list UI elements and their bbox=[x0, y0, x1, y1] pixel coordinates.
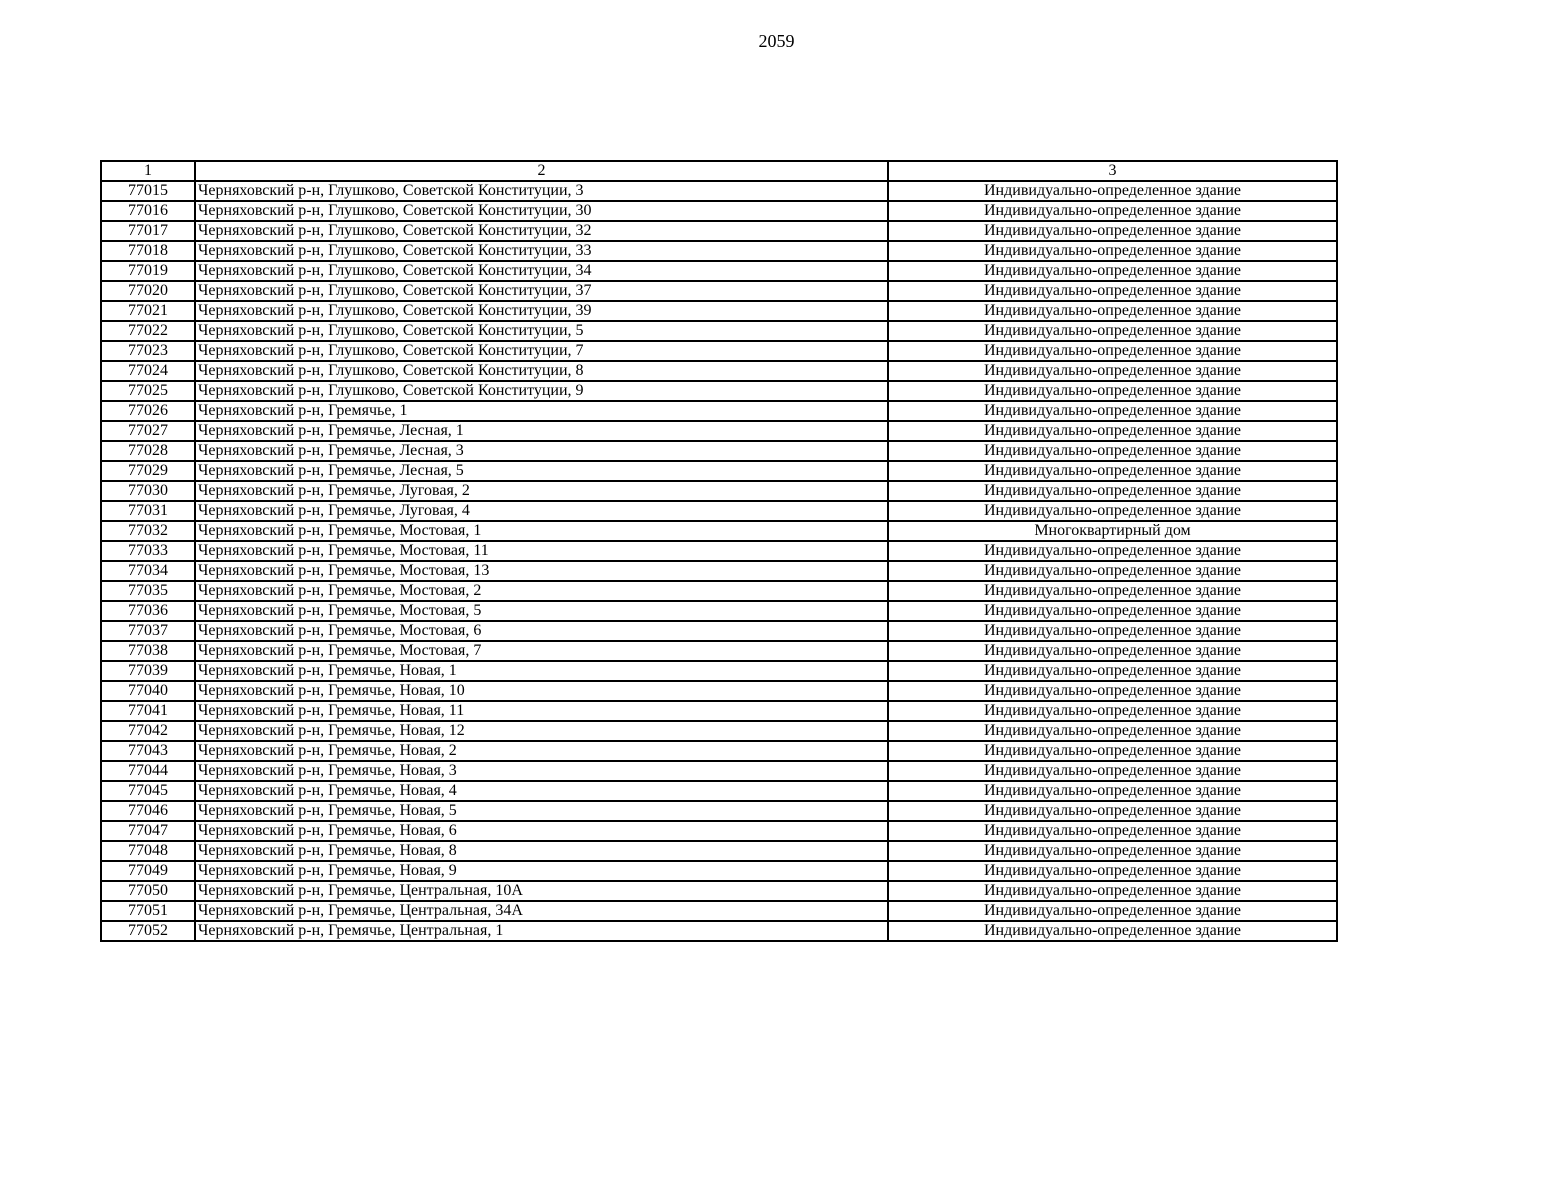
row-id-cell: 77035 bbox=[101, 581, 195, 601]
row-address-cell: Черняховский р-н, Гремячье, Мостовая, 13 bbox=[195, 561, 888, 581]
row-id-cell: 77026 bbox=[101, 401, 195, 421]
row-address-cell: Черняховский р-н, Гремячье, Лесная, 1 bbox=[195, 421, 888, 441]
row-type-cell: Индивидуально-определенное здание bbox=[888, 841, 1337, 861]
row-type-cell: Индивидуально-определенное здание bbox=[888, 781, 1337, 801]
row-address-cell: Черняховский р-н, Глушково, Советской Конституции, 30 bbox=[195, 201, 888, 221]
table-header-row bbox=[101, 161, 1337, 181]
table-row bbox=[101, 761, 1337, 781]
row-address-cell: Черняховский р-н, Гремячье, Центральная, 1 bbox=[195, 921, 888, 941]
row-address-cell: Черняховский р-н, Гремячье, Центральная, 34А bbox=[195, 901, 888, 921]
table-row bbox=[101, 361, 1337, 381]
row-id-cell: 77045 bbox=[101, 781, 195, 801]
table-row bbox=[101, 901, 1337, 921]
row-type-cell: Индивидуально-определенное здание bbox=[888, 681, 1337, 701]
row-address-cell: Черняховский р-н, Гремячье, Лесная, 3 bbox=[195, 441, 888, 461]
row-type-cell: Индивидуально-определенное здание bbox=[888, 321, 1337, 341]
row-id-cell: 77052 bbox=[101, 921, 195, 941]
table-row bbox=[101, 241, 1337, 261]
row-type-cell: Индивидуально-определенное здание bbox=[888, 761, 1337, 781]
row-id-cell: 77042 bbox=[101, 721, 195, 741]
row-address-cell: Черняховский р-н, Гремячье, Новая, 2 bbox=[195, 741, 888, 761]
row-address-cell: Черняховский р-н, Гремячье, Новая, 8 bbox=[195, 841, 888, 861]
registry-table bbox=[100, 160, 1338, 942]
row-address-cell: Черняховский р-н, Глушково, Советской Конституции, 32 bbox=[195, 221, 888, 241]
table-row bbox=[101, 701, 1337, 721]
table-row bbox=[101, 221, 1337, 241]
row-type-cell: Индивидуально-определенное здание bbox=[888, 701, 1337, 721]
row-address-cell: Черняховский р-н, Глушково, Советской Конституции, 8 bbox=[195, 361, 888, 381]
row-id-cell: 77046 bbox=[101, 801, 195, 821]
table-row bbox=[101, 721, 1337, 741]
table-row bbox=[101, 681, 1337, 701]
page-number: 2059 bbox=[758, 31, 795, 51]
table-row bbox=[101, 341, 1337, 361]
row-address-cell: Черняховский р-н, Гремячье, Луговая, 2 bbox=[195, 481, 888, 501]
row-id-cell: 77049 bbox=[101, 861, 195, 881]
row-id-cell: 77044 bbox=[101, 761, 195, 781]
row-type-cell: Индивидуально-определенное здание bbox=[888, 541, 1337, 561]
row-id-cell: 77027 bbox=[101, 421, 195, 441]
row-type-cell: Индивидуально-определенное здание bbox=[888, 621, 1337, 641]
row-address-cell: Черняховский р-н, Гремячье, Новая, 6 bbox=[195, 821, 888, 841]
row-type-cell: Многоквартирный дом bbox=[888, 521, 1337, 541]
table-row bbox=[101, 561, 1337, 581]
row-id-cell: 77047 bbox=[101, 821, 195, 841]
row-type-cell: Индивидуально-определенное здание bbox=[888, 341, 1337, 361]
registry-table-body bbox=[101, 161, 1337, 941]
row-id-cell: 77041 bbox=[101, 701, 195, 721]
row-id-cell: 77023 bbox=[101, 341, 195, 361]
row-type-cell: Индивидуально-определенное здание bbox=[888, 501, 1337, 521]
row-id-cell: 77021 bbox=[101, 301, 195, 321]
table-row bbox=[101, 661, 1337, 681]
row-id-cell: 77030 bbox=[101, 481, 195, 501]
row-id-cell: 77048 bbox=[101, 841, 195, 861]
row-type-cell: Индивидуально-определенное здание bbox=[888, 741, 1337, 761]
row-address-cell: Черняховский р-н, Глушково, Советской Конституции, 39 bbox=[195, 301, 888, 321]
row-address-cell: Черняховский р-н, Глушково, Советской Конституции, 33 bbox=[195, 241, 888, 261]
row-address-cell: Черняховский р-н, Гремячье, Новая, 5 bbox=[195, 801, 888, 821]
table-row bbox=[101, 281, 1337, 301]
table-row bbox=[101, 181, 1337, 201]
row-id-cell: 77034 bbox=[101, 561, 195, 581]
row-type-cell: Индивидуально-определенное здание bbox=[888, 601, 1337, 621]
table-row bbox=[101, 441, 1337, 461]
row-address-cell: Черняховский р-н, Гремячье, Лесная, 5 bbox=[195, 461, 888, 481]
row-address-cell: Черняховский р-н, Гремячье, Новая, 3 bbox=[195, 761, 888, 781]
table-row bbox=[101, 921, 1337, 941]
table-row bbox=[101, 821, 1337, 841]
row-address-cell: Черняховский р-н, Гремячье, Луговая, 4 bbox=[195, 501, 888, 521]
table-row bbox=[101, 401, 1337, 421]
table-row bbox=[101, 641, 1337, 661]
table-row bbox=[101, 621, 1337, 641]
row-id-cell: 77022 bbox=[101, 321, 195, 341]
row-type-cell: Индивидуально-определенное здание bbox=[888, 921, 1337, 941]
row-address-cell: Черняховский р-н, Гремячье, Новая, 1 bbox=[195, 661, 888, 681]
row-address-cell: Черняховский р-н, Гремячье, Мостовая, 11 bbox=[195, 541, 888, 561]
row-address-cell: Черняховский р-н, Глушково, Советской Конституции, 7 bbox=[195, 341, 888, 361]
row-type-cell: Индивидуально-определенное здание bbox=[888, 481, 1337, 501]
table-row bbox=[101, 861, 1337, 881]
header-cell-3: 3 bbox=[888, 161, 1337, 181]
row-type-cell: Индивидуально-определенное здание bbox=[888, 301, 1337, 321]
row-id-cell: 77024 bbox=[101, 361, 195, 381]
row-id-cell: 77016 bbox=[101, 201, 195, 221]
row-id-cell: 77015 bbox=[101, 181, 195, 201]
table-row bbox=[101, 461, 1337, 481]
row-type-cell: Индивидуально-определенное здание bbox=[888, 381, 1337, 401]
table-row bbox=[101, 301, 1337, 321]
row-address-cell: Черняховский р-н, Глушково, Советской Конституции, 37 bbox=[195, 281, 888, 301]
row-address-cell: Черняховский р-н, Глушково, Советской Конституции, 3 bbox=[195, 181, 888, 201]
row-address-cell: Черняховский р-н, Гремячье, Новая, 9 bbox=[195, 861, 888, 881]
row-type-cell: Индивидуально-определенное здание bbox=[888, 901, 1337, 921]
table-row bbox=[101, 741, 1337, 761]
table-row bbox=[101, 781, 1337, 801]
table-row bbox=[101, 841, 1337, 861]
header-cell-2: 2 bbox=[195, 161, 888, 181]
header-cell-1: 1 bbox=[101, 161, 195, 181]
row-type-cell: Индивидуально-определенное здание bbox=[888, 581, 1337, 601]
row-id-cell: 77036 bbox=[101, 601, 195, 621]
row-type-cell: Индивидуально-определенное здание bbox=[888, 861, 1337, 881]
row-id-cell: 77032 bbox=[101, 521, 195, 541]
row-address-cell: Черняховский р-н, Гремячье, Новая, 4 bbox=[195, 781, 888, 801]
row-type-cell: Индивидуально-определенное здание bbox=[888, 801, 1337, 821]
table-row bbox=[101, 801, 1337, 821]
row-id-cell: 77050 bbox=[101, 881, 195, 901]
row-address-cell: Черняховский р-н, Гремячье, Новая, 12 bbox=[195, 721, 888, 741]
row-id-cell: 77043 bbox=[101, 741, 195, 761]
row-id-cell: 77018 bbox=[101, 241, 195, 261]
table-row bbox=[101, 481, 1337, 501]
table-row bbox=[101, 581, 1337, 601]
table-row bbox=[101, 601, 1337, 621]
row-id-cell: 77028 bbox=[101, 441, 195, 461]
row-type-cell: Индивидуально-определенное здание bbox=[888, 661, 1337, 681]
row-type-cell: Индивидуально-определенное здание bbox=[888, 181, 1337, 201]
row-id-cell: 77038 bbox=[101, 641, 195, 661]
row-type-cell: Индивидуально-определенное здание bbox=[888, 261, 1337, 281]
row-id-cell: 77037 bbox=[101, 621, 195, 641]
row-address-cell: Черняховский р-н, Гремячье, Мостовая, 7 bbox=[195, 641, 888, 661]
row-address-cell: Черняховский р-н, Гремячье, Мостовая, 1 bbox=[195, 521, 888, 541]
row-type-cell: Индивидуально-определенное здание bbox=[888, 821, 1337, 841]
row-id-cell: 77051 bbox=[101, 901, 195, 921]
row-id-cell: 77031 bbox=[101, 501, 195, 521]
row-id-cell: 77040 bbox=[101, 681, 195, 701]
row-id-cell: 77029 bbox=[101, 461, 195, 481]
row-type-cell: Индивидуально-определенное здание bbox=[888, 641, 1337, 661]
row-type-cell: Индивидуально-определенное здание bbox=[888, 461, 1337, 481]
row-address-cell: Черняховский р-н, Гремячье, Новая, 11 bbox=[195, 701, 888, 721]
row-type-cell: Индивидуально-определенное здание bbox=[888, 221, 1337, 241]
row-address-cell: Черняховский р-н, Гремячье, Мостовая, 6 bbox=[195, 621, 888, 641]
row-type-cell: Индивидуально-определенное здание bbox=[888, 881, 1337, 901]
table-row bbox=[101, 501, 1337, 521]
row-type-cell: Индивидуально-определенное здание bbox=[888, 441, 1337, 461]
row-id-cell: 77039 bbox=[101, 661, 195, 681]
row-address-cell: Черняховский р-н, Гремячье, Центральная, 10А bbox=[195, 881, 888, 901]
row-address-cell: Черняховский р-н, Гремячье, Новая, 10 bbox=[195, 681, 888, 701]
row-type-cell: Индивидуально-определенное здание bbox=[888, 401, 1337, 421]
row-address-cell: Черняховский р-н, Глушково, Советской Конституции, 34 bbox=[195, 261, 888, 281]
row-type-cell: Индивидуально-определенное здание bbox=[888, 561, 1337, 581]
row-type-cell: Индивидуально-определенное здание bbox=[888, 241, 1337, 261]
row-address-cell: Черняховский р-н, Глушково, Советской Конституции, 9 bbox=[195, 381, 888, 401]
row-type-cell: Индивидуально-определенное здание bbox=[888, 421, 1337, 441]
row-address-cell: Черняховский р-н, Глушково, Советской Конституции, 5 bbox=[195, 321, 888, 341]
table-row bbox=[101, 201, 1337, 221]
row-type-cell: Индивидуально-определенное здание bbox=[888, 361, 1337, 381]
table-row bbox=[101, 521, 1337, 541]
row-type-cell: Индивидуально-определенное здание bbox=[888, 281, 1337, 301]
row-address-cell: Черняховский р-н, Гремячье, Мостовая, 2 bbox=[195, 581, 888, 601]
row-type-cell: Индивидуально-определенное здание bbox=[888, 201, 1337, 221]
table-row bbox=[101, 321, 1337, 341]
table-row bbox=[101, 421, 1337, 441]
table-row bbox=[101, 261, 1337, 281]
table-row bbox=[101, 541, 1337, 561]
row-id-cell: 77017 bbox=[101, 221, 195, 241]
row-address-cell: Черняховский р-н, Гремячье, Мостовая, 5 bbox=[195, 601, 888, 621]
row-id-cell: 77019 bbox=[101, 261, 195, 281]
table-row bbox=[101, 881, 1337, 901]
table-row bbox=[101, 381, 1337, 401]
row-address-cell: Черняховский р-н, Гремячье, 1 bbox=[195, 401, 888, 421]
row-type-cell: Индивидуально-определенное здание bbox=[888, 721, 1337, 741]
row-id-cell: 77020 bbox=[101, 281, 195, 301]
row-id-cell: 77033 bbox=[101, 541, 195, 561]
row-id-cell: 77025 bbox=[101, 381, 195, 401]
